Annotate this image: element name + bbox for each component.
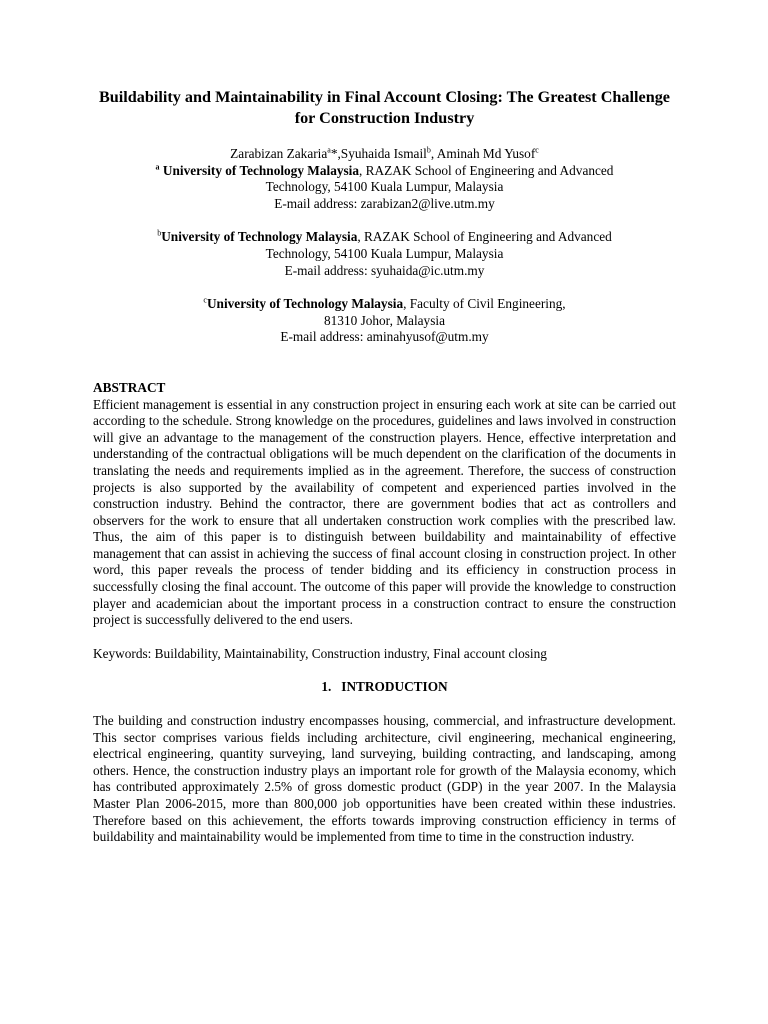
author-affiliation-mark: c <box>535 145 539 155</box>
affiliation-line <box>93 163 676 180</box>
author-line <box>93 146 676 163</box>
affiliation-line <box>93 229 676 246</box>
affiliation-email: E-mail address: syuhaida@ic.utm.my <box>284 262 485 278</box>
affiliation-mark: a <box>155 162 160 172</box>
author-name: Zarabizan Zakaria <box>230 146 328 161</box>
affiliation-email: E-mail address: aminahyusof@utm.my <box>280 329 489 345</box>
affiliation-b <box>93 229 676 279</box>
author-name: Aminah Md Yusof <box>436 146 536 161</box>
affiliation-address: Technology, 54100 Kuala Lumpur, Malaysia <box>265 245 504 261</box>
affiliation-email: E-mail address: zarabizan2@live.utm.my <box>274 195 495 211</box>
affiliation-institution: University of Technology Malaysia <box>206 296 404 312</box>
introduction-text: The building and construction industry encompasses housing, commercial, and infrastructure development. This sector comprises various fields including architecture, civil engineering, mechanical engineering, electrical engineering, quantity surveying, land surveying, building contracting, and landscaping, among others. Hence, the construction industry plays an important role for growth of the Malaysia economy, which has contributed approximately 2.5% of gross domestic product (GDP) in the year 2007. In the Malaysia Master Plan 2006-2015, more than 800,000 job opportunities have been created within these industries. Therefore based on this achievement, the efforts towards improving construction efficiency in terms of buildability and maintainability would be implemented from time to time in the construction industry. <box>93 713 676 845</box>
paper-title: Buildability and Maintainability in Final Account Closing: The Greatest Challenge for Construction Industry <box>99 88 670 127</box>
author-affiliation-mark: a <box>327 145 331 155</box>
affiliation-mark: b <box>157 228 162 238</box>
abstract-text: Efficient management is essential in any construction project in ensuring each work at site can be carried out according to the schedule. Strong knowledge on the procedures, guidelines and laws involved in construction will give an advantage to the management of the construction players. Hence, effective interpretation and understanding of the contractual obligations will be much dependent on the clarification of the documents in translating the needs and requirements implied as in the agreement. Therefore, the success of construction projects is also supported by the availability of competent and experienced parties involved in the construction industry. Behind the contractor, there are government bodies that act as controllers and observers for the work to ensure that all undertaken construction work complies with the prescribed law. Thus, the aim of this paper is to distinguish between buildability and maintainability of effective management that can assist in achieving the success of final account closing in construction project. In other word, this paper reveals the process of tender bidding and its efficiency in construction process in successfully closing the final account. The outcome of this paper will provide the knowledge to construction player and academician about the important process in a construction contract to ensure the construction project is successfully delivered to the end users. <box>93 396 676 628</box>
keywords: Keywords: Buildability, Maintainability, Construction industry, Final account closing <box>93 645 547 661</box>
affiliation-detail: , Faculty of Civil Engineering, <box>403 296 566 312</box>
affiliation-mark: c <box>203 295 207 305</box>
affiliation-institution: University of Technology Malaysia <box>162 162 360 178</box>
affiliation-institution: University of Technology Malaysia <box>161 229 358 245</box>
author-separator: , <box>430 146 437 161</box>
author-name: Syuhaida Ismail <box>340 146 427 161</box>
affiliation-address: 81310 Johor, Malaysia <box>324 312 445 328</box>
author-affiliation-mark: b <box>426 145 431 155</box>
corresponding-author-mark: *, <box>330 146 341 161</box>
affiliation-detail: , RAZAK School of Engineering and Advanced <box>357 229 612 245</box>
abstract-heading: ABSTRACT <box>93 379 166 395</box>
affiliation-detail: , RAZAK School of Engineering and Advanced <box>359 162 614 178</box>
introduction-heading: 1. INTRODUCTION <box>321 679 448 695</box>
affiliation-a <box>93 163 676 213</box>
affiliation-address: Technology, 54100 Kuala Lumpur, Malaysia <box>265 179 504 195</box>
affiliation-line <box>93 296 676 313</box>
affiliation-c <box>93 296 676 346</box>
